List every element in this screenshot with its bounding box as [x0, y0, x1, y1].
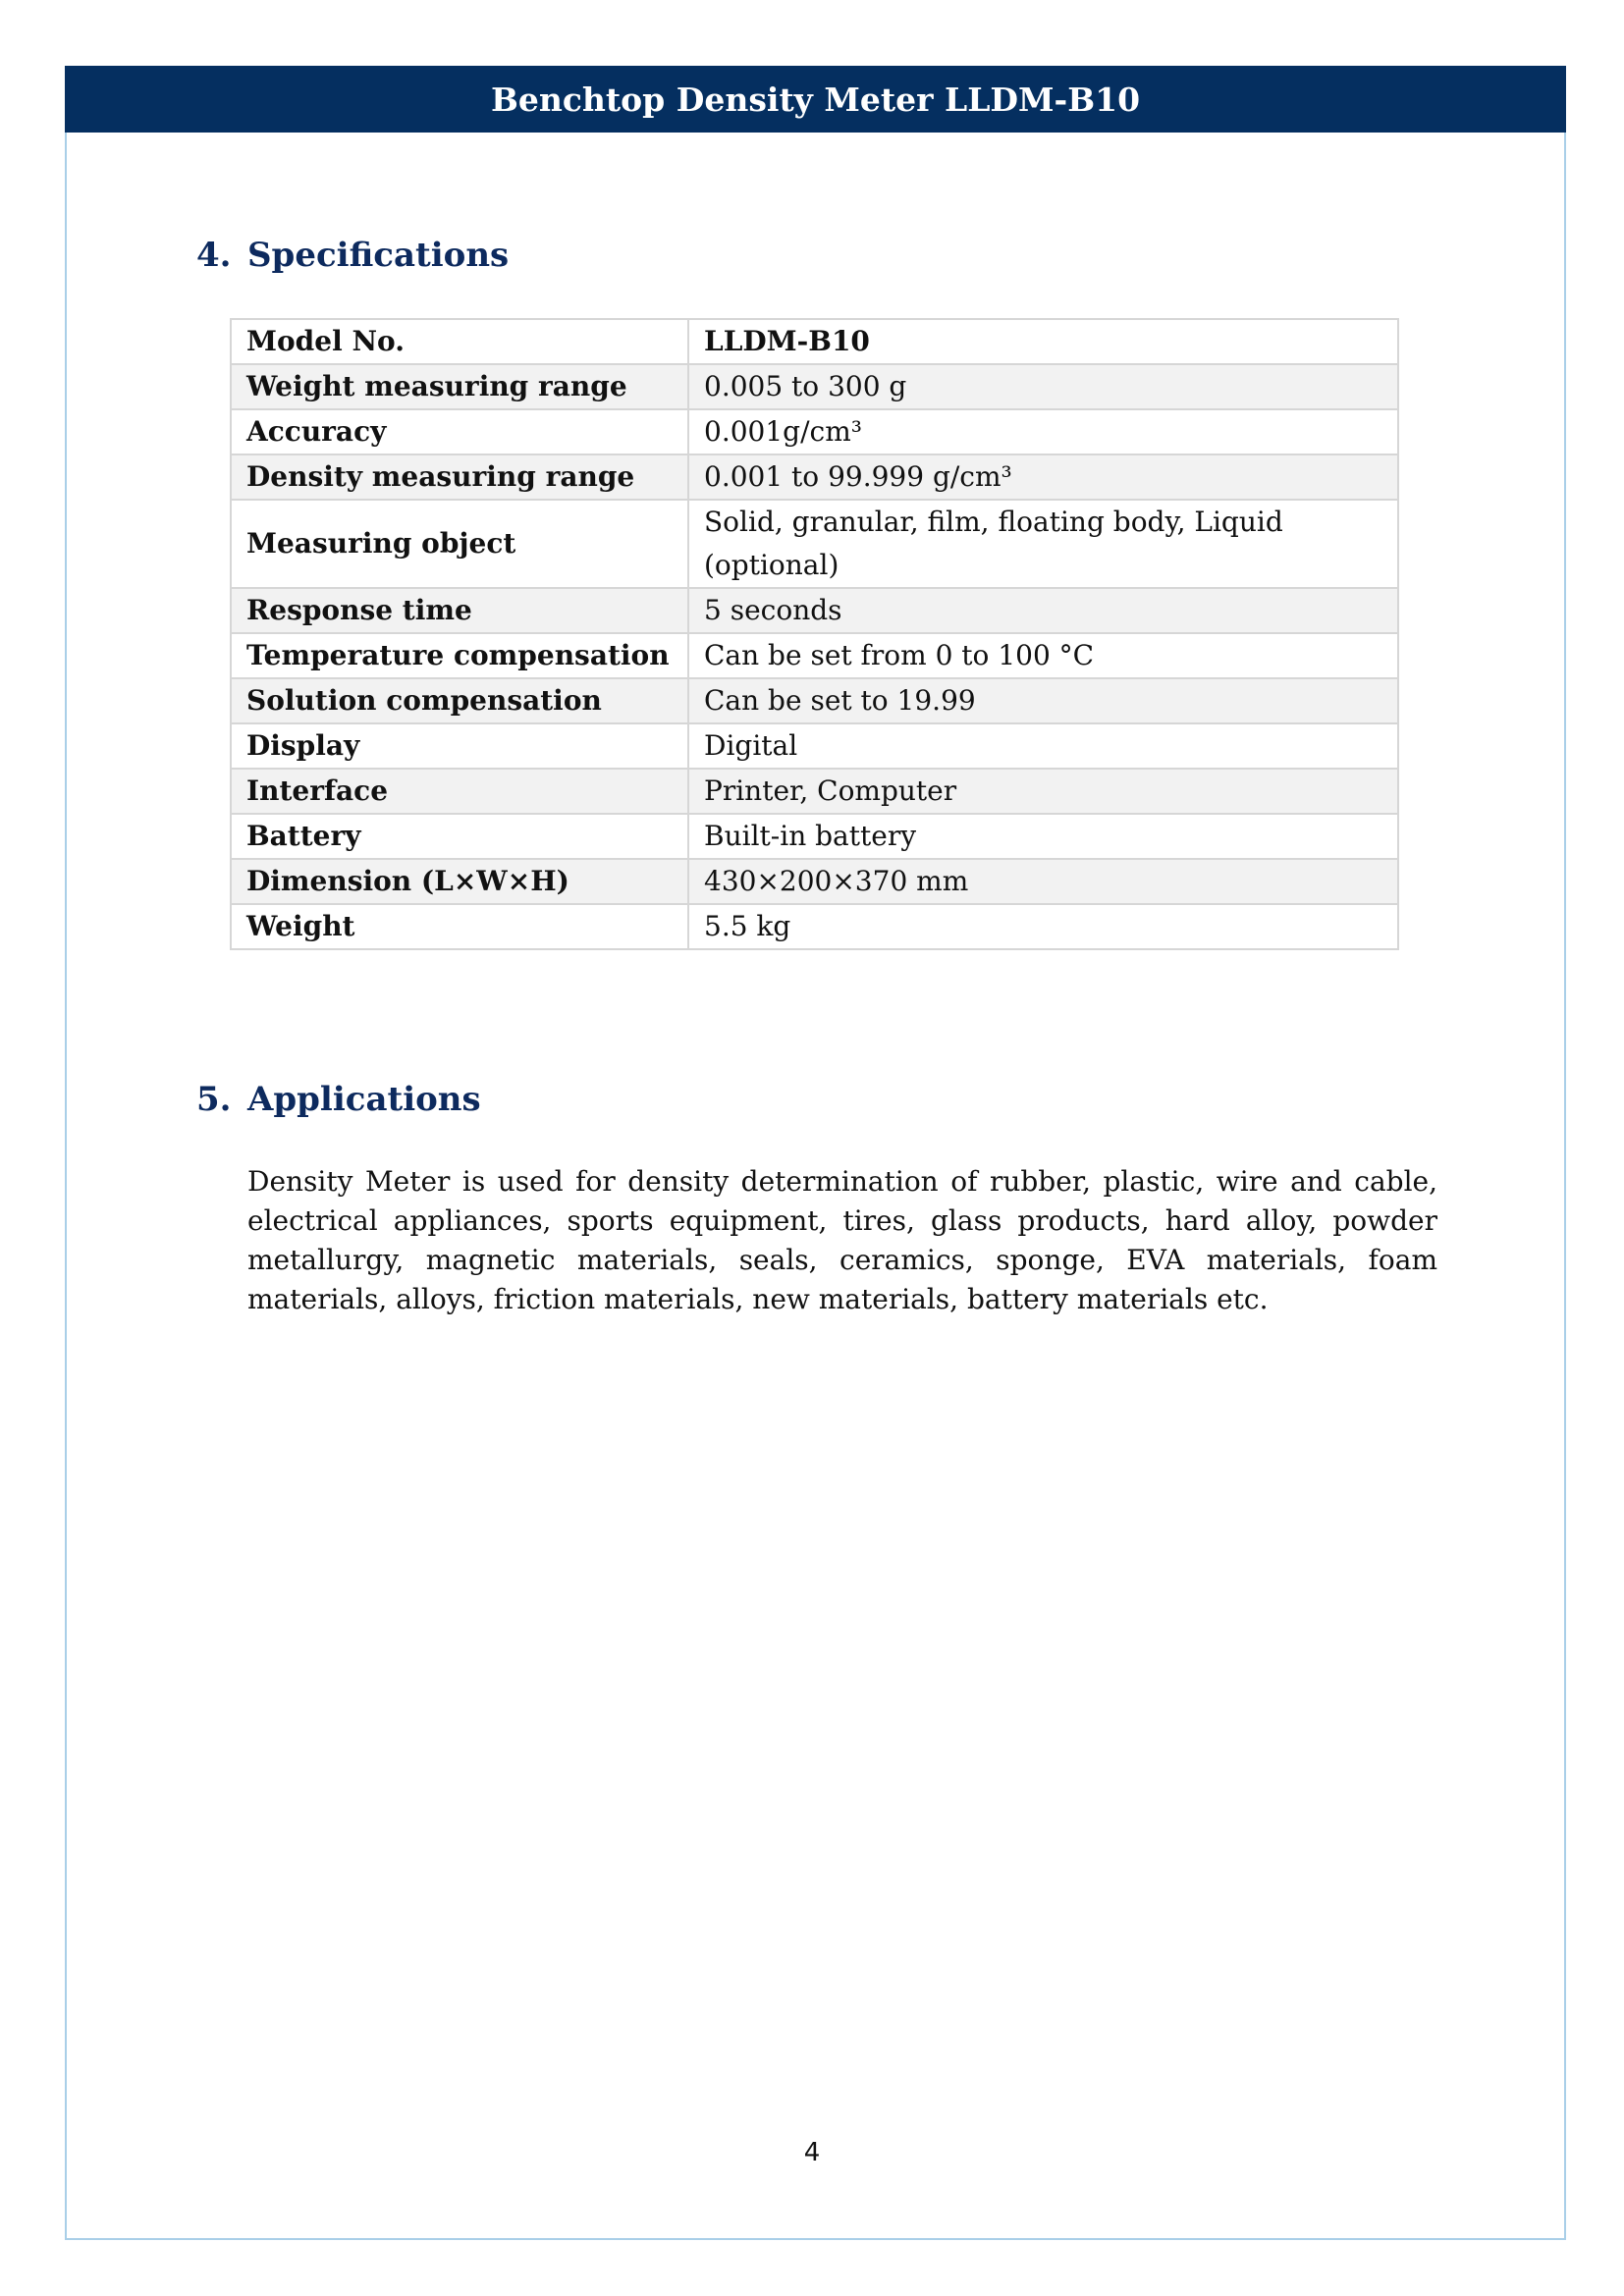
- spec-value-measuring-object: Solid, granular, film, floating body, Liquid (optional): [688, 500, 1398, 588]
- spec-label-dimension: Dimension (L×W×H): [231, 859, 688, 904]
- table-row: [231, 723, 1398, 769]
- spec-value-model: LLDM-B10: [688, 319, 1398, 364]
- document-title: Benchtop Density Meter LLDM-B10: [490, 80, 1141, 119]
- spec-label-battery: Battery: [231, 814, 688, 859]
- table-row: [231, 678, 1398, 723]
- spec-value-display: Digital: [688, 723, 1398, 769]
- spec-value-temperature-compensation: Can be set from 0 to 100 °C: [688, 633, 1398, 678]
- table-row: [231, 409, 1398, 454]
- table-row: [231, 319, 1398, 364]
- spec-value-interface: Printer, Computer: [688, 769, 1398, 814]
- spec-label-measuring-object: Measuring object: [231, 500, 688, 588]
- table-row: [231, 454, 1398, 500]
- spec-label-interface: Interface: [231, 769, 688, 814]
- spec-value-response-time: 5 seconds: [688, 588, 1398, 633]
- spec-label-response-time: Response time: [231, 588, 688, 633]
- applications-number: 5.: [196, 1080, 232, 1119]
- spec-label-solution-compensation: Solution compensation: [231, 678, 688, 723]
- specifications-heading: [196, 236, 509, 275]
- spec-label-weight-range: Weight measuring range: [231, 364, 688, 409]
- table-row: [231, 859, 1398, 904]
- spec-label-density-range: Density measuring range: [231, 454, 688, 500]
- spec-value-accuracy: 0.001g/cm³: [688, 409, 1398, 454]
- spec-value-weight: 5.5 kg: [688, 904, 1398, 949]
- table-row: [231, 633, 1398, 678]
- spec-value-battery: Built-in battery: [688, 814, 1398, 859]
- spec-value-weight-range: 0.005 to 300 g: [688, 364, 1398, 409]
- spec-value-density-range: 0.001 to 99.999 g/cm³: [688, 454, 1398, 500]
- spec-label-weight: Weight: [231, 904, 688, 949]
- spec-label-temperature-compensation: Temperature compensation: [231, 633, 688, 678]
- table-row: [231, 588, 1398, 633]
- applications-title: Applications: [247, 1080, 481, 1119]
- applications-heading: [196, 1080, 481, 1119]
- table-row: [231, 904, 1398, 949]
- table-row: [231, 500, 1398, 588]
- spec-value-dimension: 430×200×370 mm: [688, 859, 1398, 904]
- table-row: [231, 814, 1398, 859]
- specifications-title: Specifications: [247, 236, 510, 275]
- document-header: [65, 66, 1566, 133]
- table-row: [231, 769, 1398, 814]
- applications-paragraph: Density Meter is used for density determination of rubber, plastic, wire and cable, electrical appliances, sports equipment, tires, glass products, hard alloy, powder metallurgy, magnetic materials, seals, ceramics, sponge, EVA materials, foam materials, alloys, friction materials, new materials, battery materials etc.: [247, 1165, 1437, 1315]
- page-number: 4: [803, 2138, 821, 2167]
- spec-value-solution-compensation: Can be set to 19.99: [688, 678, 1398, 723]
- spec-label-accuracy: Accuracy: [231, 409, 688, 454]
- specifications-number: 4.: [196, 236, 232, 275]
- specifications-table: [230, 318, 1399, 950]
- spec-label-display: Display: [231, 723, 688, 769]
- table-row: [231, 364, 1398, 409]
- spec-label-model: Model No.: [231, 319, 688, 364]
